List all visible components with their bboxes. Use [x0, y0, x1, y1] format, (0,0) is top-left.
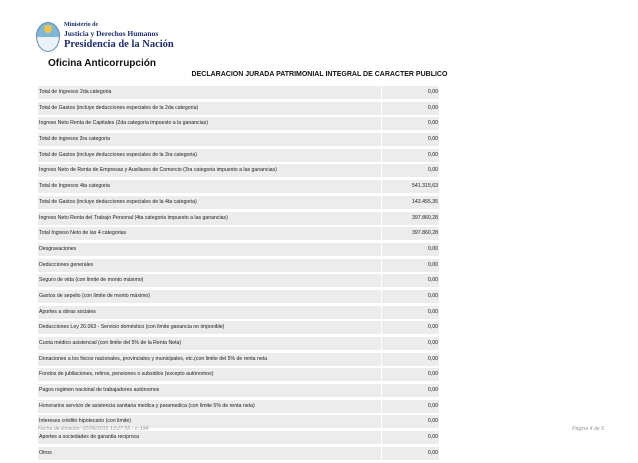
table-row [38, 196, 439, 209]
row-value: 0,00 [382, 306, 439, 319]
row-value: 0,00 [382, 86, 439, 99]
row-value: 0,00 [382, 164, 439, 177]
row-label: Ingreso Neto de Renta de Empresas y Auxiliares de Comercio (3ra categoria impuesto a las ganancias) [38, 164, 381, 177]
table-row [38, 133, 439, 146]
table-row [38, 117, 439, 130]
table-row [38, 102, 439, 115]
national-seal-icon [36, 22, 60, 52]
row-label: Otros [38, 447, 381, 460]
row-label: Pagos regimen nacional de trabajadores autónomos [38, 384, 381, 397]
row-label: Total de Ingresos 2da categoria [38, 86, 381, 99]
table-row [38, 243, 439, 256]
row-value: 0,00 [382, 274, 439, 287]
row-value: 0,00 [382, 149, 439, 162]
ministry-name [64, 22, 174, 51]
row-label: Fondos de jubilaciones, retiros, pensiones o subsidios (excepto autónomos) [38, 368, 381, 381]
row-value: 0,00 [382, 290, 439, 303]
row-label: Desgravaciones [38, 243, 381, 256]
row-label: Total de Gastos (incluye deducciones especiales de la 2da categoria) [38, 102, 381, 115]
row-value: 0,00 [382, 243, 439, 256]
row-label: Ingreso Neto Renta del Trabajo Personal (4ta categoria impuesto a las ganancias) [38, 212, 381, 225]
row-value: 0,00 [382, 431, 439, 444]
row-label: Total de Gastos (incluye deducciones especiales de la 4ta categoria) [38, 196, 381, 209]
ministry-line1: Ministerio de [64, 22, 99, 28]
table-row [38, 227, 439, 240]
row-label: Deducciones Ley 26.063 - Servicio doméstico (con limite ganancia no imponible) [38, 321, 381, 334]
row-label: Total de Gastos (incluye deducciones especiales de la 3ra categoria) [38, 149, 381, 162]
row-value: 0,00 [382, 102, 439, 115]
table-row [38, 431, 439, 444]
row-value: 0,00 [382, 384, 439, 397]
presidency-name: Presidencia de la Nación [64, 39, 174, 50]
table-row [38, 384, 439, 397]
row-label: Total de Ingresos 4ta categoria [38, 180, 381, 193]
table-row [38, 259, 439, 272]
document-title: DECLARACION JURADA PATRIMONIAL INTEGRAL DE CARACTER PUBLICO [191, 71, 448, 78]
row-value: 0,00 [382, 368, 439, 381]
row-value: 0,00 [382, 415, 439, 428]
row-label: Gastos de sepelio (con limite de monto máximo) [38, 290, 381, 303]
row-value: 0,00 [382, 447, 439, 460]
table-row [38, 149, 439, 162]
row-label: Honorarios servicio de asistencia sanitaria medica y paramedica (con limite 5% de renta neta) [38, 400, 381, 413]
table-row [38, 337, 439, 350]
row-value: 397.860,28 [382, 227, 439, 240]
row-value: 0,00 [382, 133, 439, 146]
row-value: 0,00 [382, 259, 439, 272]
row-label: Deducciones generales [38, 259, 381, 272]
table-row [38, 164, 439, 177]
table-row [38, 274, 439, 287]
office-title: Oficina Anticorrupción [48, 58, 156, 69]
row-label: Donaciones a los fiscos nacionales, provinciales y municipales, etc.(con limite del 5% de renta neta [38, 353, 381, 366]
table-row [38, 447, 439, 460]
table-row [38, 212, 439, 225]
row-label: Aportes a sociedades de garantia reciproca [38, 431, 381, 444]
row-label: Intereses crédito hipotecario (con limite) [38, 415, 381, 428]
row-label: Total Ingreso Neto de las 4 categorias [38, 227, 381, 240]
row-value: 397.860,28 [382, 212, 439, 225]
table-row [38, 306, 439, 319]
table-row [38, 400, 439, 413]
row-value: 0,00 [382, 117, 439, 130]
row-label: Cuota médico asistencial (con limite del 5% de la Renta Neta) [38, 337, 381, 350]
row-label: Total de ingresos 3ra categoria [38, 133, 381, 146]
declaration-table [38, 86, 439, 463]
row-label: Seguro de vida (con limite de monto máximo) [38, 274, 381, 287]
row-label: Ingreso Neto Renta de Capitales (2da categoria impuesto a la ganancias) [38, 117, 381, 130]
table-row [38, 290, 439, 303]
row-value: 0,00 [382, 353, 439, 366]
ministry-logo [36, 22, 176, 58]
row-value: 0,00 [382, 400, 439, 413]
table-row [38, 321, 439, 334]
row-value: 0,00 [382, 321, 439, 334]
table-row [38, 180, 439, 193]
row-value: 143.455,35 [382, 196, 439, 209]
emission-date: Fecha de Emisión: 02/06/2015 13:27:55 - v.:194 [38, 426, 149, 432]
row-value: 541.315,63 [382, 180, 439, 193]
ministry-line2: Justicia y Derechos Humanos [64, 29, 159, 38]
table-row [38, 368, 439, 381]
row-value: 0,00 [382, 337, 439, 350]
page-number: Página 4 de 5 [571, 426, 604, 432]
table-row [38, 353, 439, 366]
row-label: Aportes a obras sociales [38, 306, 381, 319]
table-row [38, 86, 439, 99]
